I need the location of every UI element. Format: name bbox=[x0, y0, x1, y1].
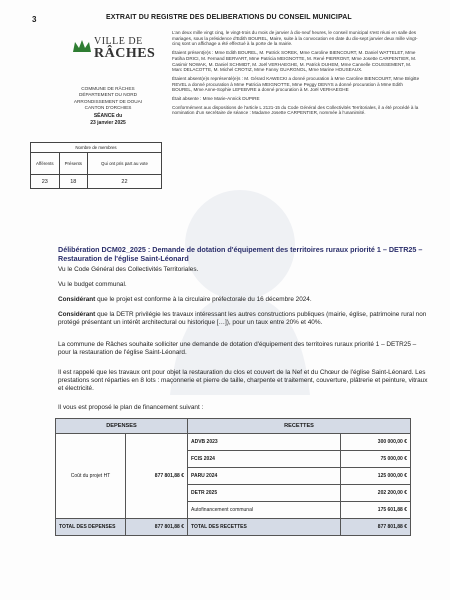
seance-day: 23 janvier 2025 bbox=[90, 120, 126, 126]
presents-paragraph: Étaient présent(e)s : Mme Edith BOUREL, M. Patrick SOREK, Mme Caroline BIENCOURT, M. Daniel WATTELET, Mme Fatiha DRICI, M. Fernand BERVART, Mme Patricia MEIGNOTTE, M. René PIERRONT, Mme Josette CARPENTIER, M. Casimir NOWAK, M. Daniel SCHMIDT, M. Joël VERHAEGHE, M. Patrick DUHEM, Mme Cannelle COUSSEMENT, M. Marc DELACOTTE, M. Michel CROTIZ, Mme Fanny GUARGNOL, Mme Marine HOUSEAUX. bbox=[172, 50, 417, 73]
depenses-header: DEPENSES bbox=[56, 419, 188, 434]
members-col-afferents: Afférents bbox=[31, 153, 60, 175]
commune-line: DÉPARTEMENT DU NORD bbox=[78, 92, 138, 98]
members-col-presents: Présents bbox=[59, 153, 87, 175]
plan-financement-intro: Il vous est proposé le plan de financement suivant : bbox=[58, 404, 204, 411]
vu-budget: Vu le budget communal. bbox=[58, 281, 127, 288]
total-recettes-label: TOTAL DES RECETTES bbox=[188, 519, 341, 536]
financing-table bbox=[55, 418, 411, 536]
considerant-detr bbox=[58, 311, 428, 327]
members-table-header: Nombre de membres bbox=[31, 143, 162, 153]
recettes-header: RECETTES bbox=[188, 419, 411, 434]
recette-value: 75 000,00 € bbox=[341, 451, 411, 468]
commune-line: COMMUNE DE RÂCHES bbox=[81, 86, 135, 91]
commune-line: CANTON D'ORCHIES bbox=[84, 105, 132, 111]
logo-line-2: RÂCHES bbox=[94, 46, 156, 61]
recette-label: Autofinancement communal bbox=[188, 502, 341, 519]
total-depenses-label: TOTAL DES DEPENSES bbox=[56, 519, 126, 536]
recette-value: 125 000,00 € bbox=[341, 468, 411, 485]
vu-cgct: Vu le Code Général des Collectivités Territoriales. bbox=[58, 266, 199, 273]
commune-info bbox=[58, 86, 158, 112]
total-depenses-value: 877 801,88 € bbox=[126, 519, 188, 536]
register-header-title: EXTRAIT DU REGISTRE DES DELIBERATIONS DU CONSEIL MUNICIPAL bbox=[106, 14, 352, 21]
recette-value: 202 200,00 € bbox=[341, 485, 411, 502]
recette-value: 300 000,00 € bbox=[341, 434, 411, 451]
recette-value: 175 601,88 € bbox=[341, 502, 411, 519]
members-value-votants: 22 bbox=[87, 175, 161, 189]
demande-paragraph: La commune de Râches souhaite solliciter une demande de dotation d'équipement des territoires ruraux priorité 1 – DETR25 – pour la restauration de l'église Saint-Léonard. bbox=[58, 341, 417, 356]
session-details bbox=[172, 30, 420, 119]
page-number: 3 bbox=[32, 15, 37, 24]
members-table bbox=[30, 142, 162, 189]
logo-line-1: VILLE DE bbox=[94, 36, 143, 47]
members-col-votants: Qui ont pris part au vote bbox=[87, 153, 161, 175]
seance-label: SÉANCE du bbox=[93, 113, 123, 119]
commune-line: ARRONDISSEMENT DE DOUAI bbox=[73, 98, 143, 104]
recette-label: DETR 2025 bbox=[188, 485, 341, 502]
considerant-label: Considérant bbox=[58, 296, 96, 303]
total-recettes-value: 877 801,88 € bbox=[341, 519, 411, 536]
travaux-paragraph: Il est rappelé que les travaux ont pour objet la restauration du clos et couvert de la Nef et du Chœur de l'église Saint-Léonard. Les prestations sont réparties en 8 lots : maçonnerie et pierre de taille, charpente et traitement, couverture, plâtrerie et peinture, vitraux et électricité. bbox=[58, 369, 428, 392]
absente-paragraph: Était absente : Mme Marie-Annick DUPIRE bbox=[172, 96, 260, 102]
considerant-text: que la DETR privilégie les travaux intéressant les autres constructions publiques (mairie, église, patrimoine rural non protégé présentant un intérêt architectural ou historique […]), pour un taux entre 20% et 40%. bbox=[58, 311, 427, 326]
depense-label: Coût du projet HT bbox=[56, 434, 126, 519]
deliberation-title: Délibération DCM02_2025 : Demande de dotation d'équipement des territoires ruraux priorité 1 – DETR25 – Restauration de l'église Saint-Léonard bbox=[58, 245, 423, 263]
members-value-presents: 18 bbox=[59, 175, 87, 189]
convocation-paragraph: L'an deux mille vingt cinq, le vingt-trois du mois de janvier à dix-neuf heures, le conseil municipal s'est réuni en salle des mariages, sous la présidence d'Edith BOUREL, Maire, suite à la convocation en date du dix-sept janvier deux mille vingt-cinq sont un affichage a été effectué à la porte de la mairie. bbox=[172, 30, 418, 47]
recette-label: FCIS 2024 bbox=[188, 451, 341, 468]
secretaire-paragraph: Conformément aux dispositions de l'article L 2121-15 du Code Général des Collectivités Territoriales, il a été procédé à la nomination d'un secrétaire de séance : Madame Josette CARPENTIER, nommée à l'unanimité. bbox=[172, 104, 419, 116]
ville-de-raches-logo bbox=[72, 36, 162, 66]
procurations-paragraph: Étaient absent(e)s représenté(e)s : M. Gérard KAWECKI a donné procuration à Mme Caroline BIENCOURT, Mme Brigitte REVEL a donné procuration à Mme Patricia MEIGNOTTE, Mme Peggy DENYS a donné procuration à Mme Edith BOUREL, Mme Anne-Sophie LEFEBVRE a donné procuration à M. Joël VERHAEGHE bbox=[172, 75, 420, 93]
seance-date bbox=[58, 113, 158, 127]
depense-value: 877 801,88 € bbox=[126, 434, 188, 519]
recette-label: ADVB 2023 bbox=[188, 434, 341, 451]
considerant-text: que le projet est conforme à la circulaire préfectorale du 16 décembre 2024. bbox=[95, 296, 312, 303]
crown-icon bbox=[72, 38, 92, 54]
considerant-label: Considérant bbox=[58, 311, 96, 318]
recette-label: PARU 2024 bbox=[188, 468, 341, 485]
members-value-afferents: 23 bbox=[31, 175, 60, 189]
considerant-circulaire bbox=[58, 296, 428, 304]
